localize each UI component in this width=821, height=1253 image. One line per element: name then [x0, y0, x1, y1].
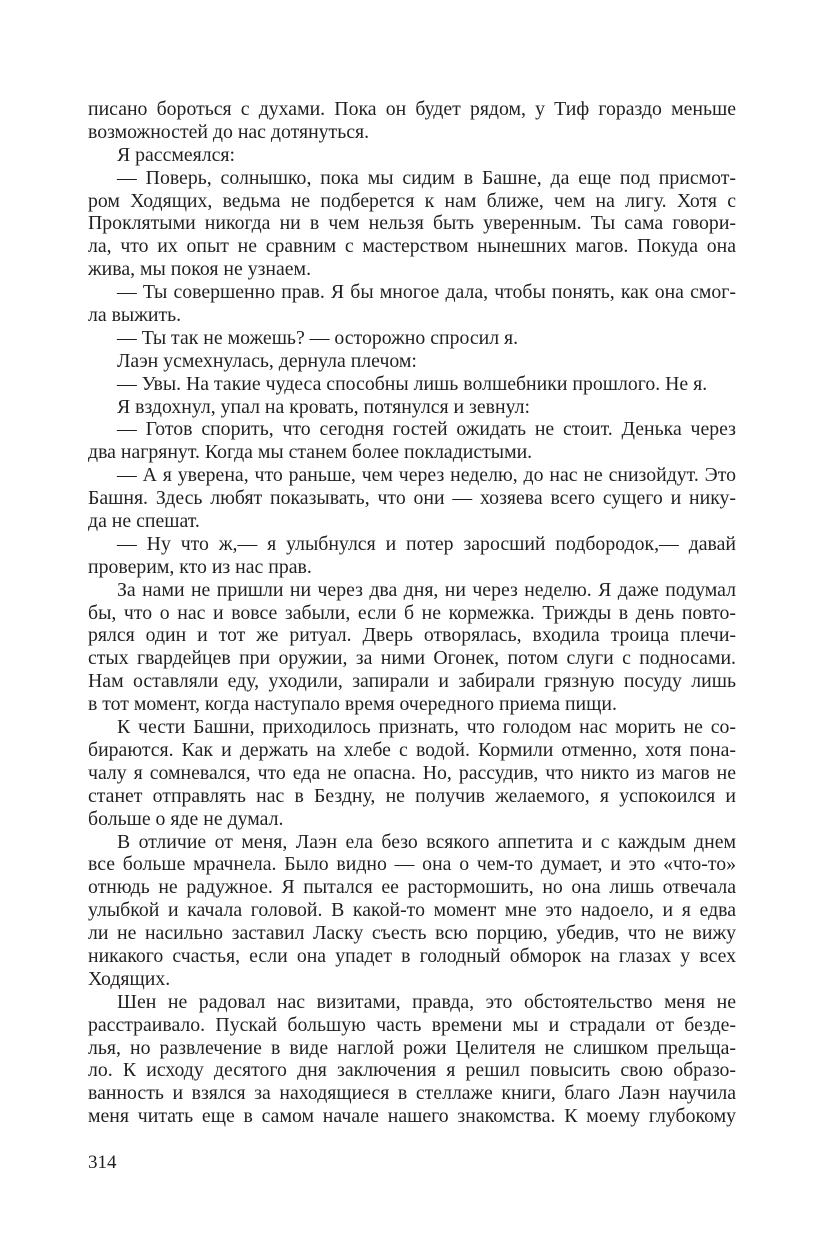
text-line: возможностей до нас дотянуться.: [88, 120, 370, 143]
page-number: 314: [88, 1152, 117, 1173]
text-line: Шен не радовал нас визитами, правда, это обстоятельство меня не: [117, 990, 736, 1013]
text-line: да не спешат.: [88, 510, 200, 533]
text-line: За нами не пришли ни через два дня, ни через неделю. Я даже подумал: [117, 578, 736, 601]
text-line: — Увы. На такие чудеса способны лишь волшебники прошлого. Не я.: [117, 372, 708, 395]
text-line: ром Ходящих, ведьма не подберется к нам ближе, чем на лигу. Хотя с: [88, 189, 736, 212]
text-line: жива, мы покоя не узнаем.: [88, 258, 312, 281]
text-line: ванность и взялся за находящиеся в стеллаже книги, благо Лаэн научила: [88, 1082, 736, 1105]
text-line: все больше мрачнела. Было видно — она о чем-то думает, и это «что-то»: [88, 853, 736, 876]
text-line: Башня. Здесь любят показывать, что они — хозяева всего сущего и нику-: [88, 487, 736, 510]
text-line: в тот момент, когда наступало время очередного приема пищи.: [88, 693, 617, 716]
text-line: Проклятыми никогда ни в чем нельзя быть уверенным. Ты сама говори-: [88, 212, 736, 235]
text-line: бираются. Как и держать на хлебе с водой. Кормили отменно, хотя пона-: [88, 738, 736, 761]
text-line: ла, что их опыт не сравним с мастерством нынешних магов. Покуда она: [88, 235, 736, 258]
text-line: ли не насильно заставил Ласку съесть всю порцию, убедив, что не вижу: [88, 922, 736, 945]
text-line: — А я уверена, что раньше, чем через неделю, до нас не снизойдут. Это: [117, 464, 736, 487]
text-line: Лаэн усмехнулась, дернула плечом:: [117, 349, 417, 372]
text-line: — Поверь, солнышко, пока мы сидим в Башне, да еще под присмот-: [117, 166, 736, 189]
text-line: проверим, кто из нас прав.: [88, 555, 312, 578]
text-line: отнюдь не радужное. Я пытался ее растормошить, но она лишь отвечала: [88, 876, 736, 899]
text-line: рялся один и тот же ритуал. Дверь отворялась, входила троица плечи-: [88, 624, 736, 647]
text-line: станет отправлять нас в Бездну, не получив желаемого, я успокоился и: [88, 784, 736, 807]
text-line: меня читать еще в самом начале нашего знакомства. К моему глубокому: [88, 1105, 736, 1128]
text-line: ло. К исходу десятого дня заключения я решил повысить свою образо-: [88, 1059, 736, 1082]
text-line: В отличие от меня, Лаэн ела безо всякого аппетита и с каждым днем: [117, 830, 736, 853]
text-line: писано бороться с духами. Пока он будет рядом, у Тиф гораздо меньше: [88, 98, 736, 120]
text-line: чалу я сомневался, что еда не опасна. Но, рассудив, что никто из магов не: [88, 761, 736, 784]
text-line: лья, но развлечение в виде наглой рожи Целителя не слишком прельща-: [88, 1036, 736, 1059]
text-line: два нагрянут. Когда мы станем более покладистыми.: [88, 441, 533, 464]
text-line: больше о яде не думал.: [88, 807, 284, 830]
text-line: бы, что о нас и вовсе забыли, если б не кормежка. Трижды в день повто-: [88, 601, 736, 624]
text-line: стых гвардейцев при оружии, за ними Огонек, потом слуги с подносами.: [88, 647, 736, 670]
text-line: — Ты так не можешь? — осторожно спросил я.: [117, 326, 519, 349]
text-line: — Ты совершенно прав. Я бы многое дала, чтобы понять, как она смог-: [117, 281, 736, 304]
text-line: Ходящих.: [88, 967, 171, 990]
text-line: ла выжить.: [88, 304, 182, 327]
text-line: К чести Башни, приходилось признать, что голодом нас морить не со-: [117, 716, 736, 739]
text-line: улыбкой и качала головой. В какой-то момент мне это надоело, и я едва: [88, 899, 736, 922]
text-line: расстраивало. Пускай большую часть времени мы и страдали от безде-: [88, 1013, 736, 1036]
text-line: — Готов спорить, что сегодня гостей ожидать не стоит. Денька через: [117, 418, 736, 441]
text-line: никакого счастья, если она упадет в голодный обморок на глазах у всех: [88, 944, 736, 967]
text-line: Я рассмеялся:: [117, 143, 236, 166]
text-line: Я вздохнул, упал на кровать, потянулся и зевнул:: [117, 395, 530, 418]
text-line: Нам оставляли еду, уходили, запирали и забирали грязную посуду лишь: [88, 670, 736, 693]
body-text: [88, 98, 736, 1128]
text-line: — Ну что ж,— я улыбнулся и потер заросший подбородок,— давай: [117, 532, 736, 555]
